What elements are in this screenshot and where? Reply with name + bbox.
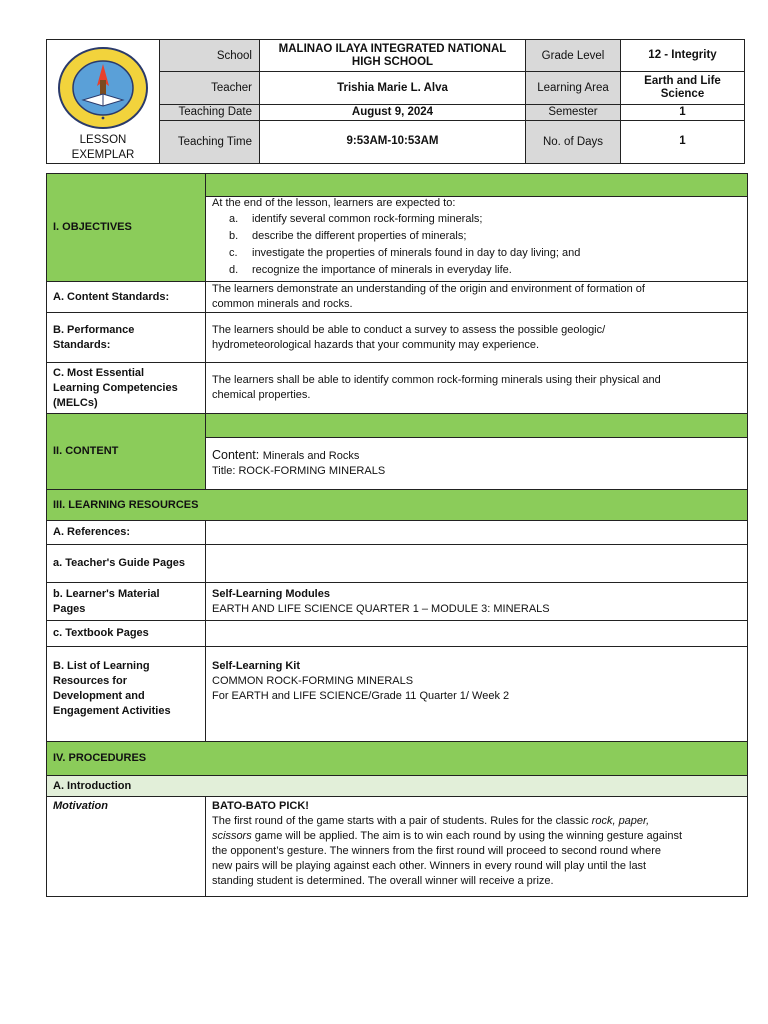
game-title: BATO-BATO PICK! xyxy=(212,800,309,812)
objectives-intro: At the end of the lesson, learners are expected to: xyxy=(212,197,456,209)
no-of-days-label: No. of Days xyxy=(526,120,621,163)
content-prefix: Content: xyxy=(212,448,263,462)
objective-item: a. identify several common rock-forming minerals; xyxy=(229,213,483,225)
motivation-value: BATO-BATO PICK! The first round of the game starts with a pair of students. Rules for the classic rock, paper, scissors game will be applied. The aim is to win each round by using the winning gesture against the opponent’s gesture. The winners from the first round will proceed to second round where new pairs will be playing against each other. Winners in every round will play until the last standing student is determined. The overall winner will receive a prize. xyxy=(206,797,748,897)
teachers-guide-value xyxy=(206,545,748,583)
content-standards-label: A. Content Standards: xyxy=(47,282,206,313)
learning-area-value: Earth and Life Science xyxy=(621,72,745,104)
objective-item: b. describe the different properties of minerals; xyxy=(229,230,467,242)
objectives-header-band xyxy=(206,174,748,197)
learners-material-value: Self-Learning Modules EARTH AND LIFE SCIENCE QUARTER 1 – MODULE 3: MINERALS xyxy=(206,583,748,621)
grade-level-label: Grade Level xyxy=(526,40,621,72)
content-value: Content: Minerals and Rocks Title: ROCK-FORMING MINERALS xyxy=(206,438,748,490)
no-of-days-value: 1 xyxy=(621,120,745,163)
references-value xyxy=(206,521,748,545)
melcs-label: C. Most Essential Learning Competencies (MELCs) xyxy=(47,363,206,414)
logo-cell xyxy=(47,40,160,164)
list-of-resources-value: Self-Learning Kit COMMON ROCK-FORMING MINERALS For EARTH and LIFE SCIENCE/Grade 11 Quarter 1/ Week 2 xyxy=(206,647,748,742)
references-label: A. References: xyxy=(47,521,206,545)
semester-label: Semester xyxy=(526,104,621,120)
introduction-label: A. Introduction xyxy=(47,776,748,797)
lesson-title: Title: ROCK-FORMING MINERALS xyxy=(212,465,386,477)
performance-standards-label: B. Performance Standards: xyxy=(47,313,206,363)
content-standards-value: The learners demonstrate an understanding of the origin and environment of formation of common minerals and rocks. xyxy=(206,282,748,313)
learning-area-label: Learning Area xyxy=(526,72,621,104)
grade-level-value: 12 - Integrity xyxy=(621,40,745,72)
teacher-label: Teacher xyxy=(160,72,260,104)
objectives-list xyxy=(212,211,741,279)
teaching-date-label: Teaching Date xyxy=(160,104,260,120)
teacher-value: Trishia Marie L. Alva xyxy=(260,72,526,104)
objectives-label: I. OBJECTIVES xyxy=(47,174,206,282)
performance-standards-value: The learners should be able to conduct a survey to assess the possible geologic/ hydrometeorological hazards that your community may experience. xyxy=(206,313,748,363)
objective-item: c. investigate the properties of minerals found in day to day living; and xyxy=(229,247,581,259)
lesson-header-table xyxy=(46,39,745,164)
school-seal-logo xyxy=(57,46,149,130)
motivation-label: Motivation xyxy=(47,797,206,897)
semester-value: 1 xyxy=(621,104,745,120)
procedures-label: IV. PROCEDURES xyxy=(47,742,748,776)
teaching-date-value: August 9, 2024 xyxy=(260,104,526,120)
content-label: II. CONTENT xyxy=(47,414,206,490)
lesson-exemplar-label: LESSON EXEMPLAR xyxy=(71,134,135,161)
textbook-pages-value xyxy=(206,621,748,647)
list-of-resources-label: B. List of Learning Resources for Development and Engagement Activities xyxy=(47,647,206,742)
school-label: School xyxy=(160,40,260,72)
teachers-guide-label: a. Teacher's Guide Pages xyxy=(47,545,206,583)
school-value: MALINAO ILAYA INTEGRATED NATIONAL HIGH SCHOOL xyxy=(260,40,526,72)
content-header-band xyxy=(206,414,748,438)
objective-item: d. recognize the importance of minerals in everyday life. xyxy=(229,264,512,276)
teaching-time-value: 9:53AM-10:53AM xyxy=(260,120,526,163)
teaching-time-label: Teaching Time xyxy=(160,120,260,163)
textbook-pages-label: c. Textbook Pages xyxy=(47,621,206,647)
lesson-plan-table xyxy=(46,173,748,897)
learning-resources-label: III. LEARNING RESOURCES xyxy=(47,490,748,521)
melcs-value: The learners shall be able to identify common rock-forming minerals using their physical and chemical properties. xyxy=(206,363,748,414)
learners-material-label: b. Learner's Material Pages xyxy=(47,583,206,621)
objectives-body xyxy=(206,197,748,282)
